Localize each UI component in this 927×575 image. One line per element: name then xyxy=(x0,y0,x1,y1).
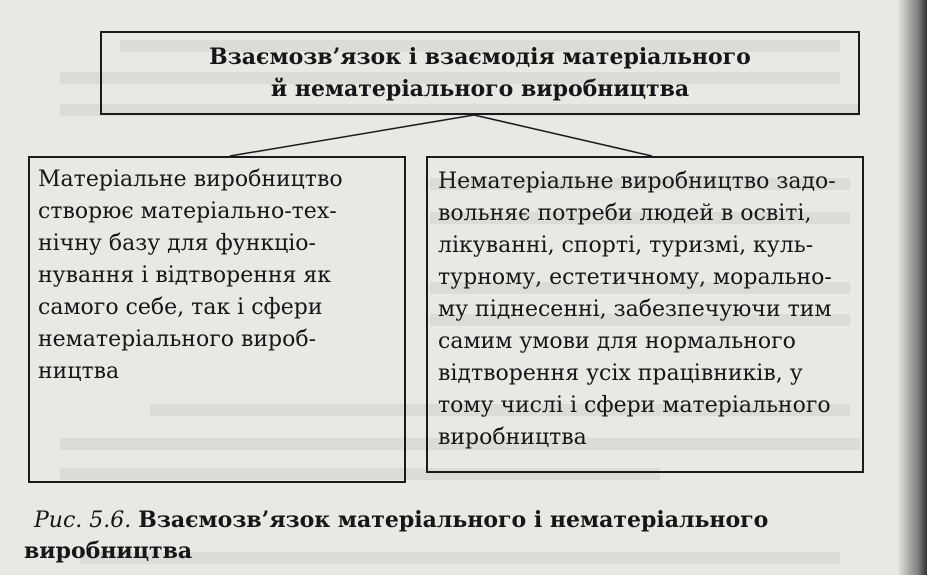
figure-caption xyxy=(24,505,914,566)
title-box xyxy=(100,31,860,115)
left-box-line: нування і відтворення як xyxy=(38,263,332,288)
caption-text-line-1: Взаємозв’язок матеріального і нематеріального xyxy=(138,507,769,533)
caption-text-line-2: виробництва xyxy=(24,538,193,564)
nonmaterial-production-box xyxy=(426,156,864,473)
right-box-line: вольняє потреби людей в освіті, xyxy=(438,201,812,226)
left-box-line: нічну базу для функціо- xyxy=(38,231,316,256)
caption-label: Рис. 5.6. xyxy=(34,508,132,533)
left-box-line: створює матеріально-тех- xyxy=(38,199,337,224)
left-box-line: ництва xyxy=(38,359,120,384)
left-box-line: нематеріального вироб- xyxy=(38,327,317,352)
right-box-line: тому числі і сфери матеріального xyxy=(438,393,831,418)
left-box-line: Матеріальне виробництво xyxy=(38,167,343,192)
right-box-line: відтворення усіх працівників, у xyxy=(438,361,803,386)
right-box-line: виробництва xyxy=(438,425,587,450)
right-box-line: Нематеріальне виробництво задо- xyxy=(438,169,836,194)
right-box-line: лікуванні, спорті, туризмі, куль- xyxy=(438,233,814,258)
title-line-1: Взаємозв’язок і взаємодія матеріального xyxy=(209,44,751,70)
left-box-line: самого себе, так і сфери xyxy=(38,295,323,320)
page-edge-shadow xyxy=(897,0,927,575)
material-production-box xyxy=(28,156,406,483)
right-box-line: турному, естетичному, морально- xyxy=(438,265,832,290)
right-box-line: самим умови для нормального xyxy=(438,329,796,354)
title-line-2: й нематеріального виробництва xyxy=(270,76,690,102)
right-box-line: му піднесенні, забезпечуючи тим xyxy=(438,297,832,322)
